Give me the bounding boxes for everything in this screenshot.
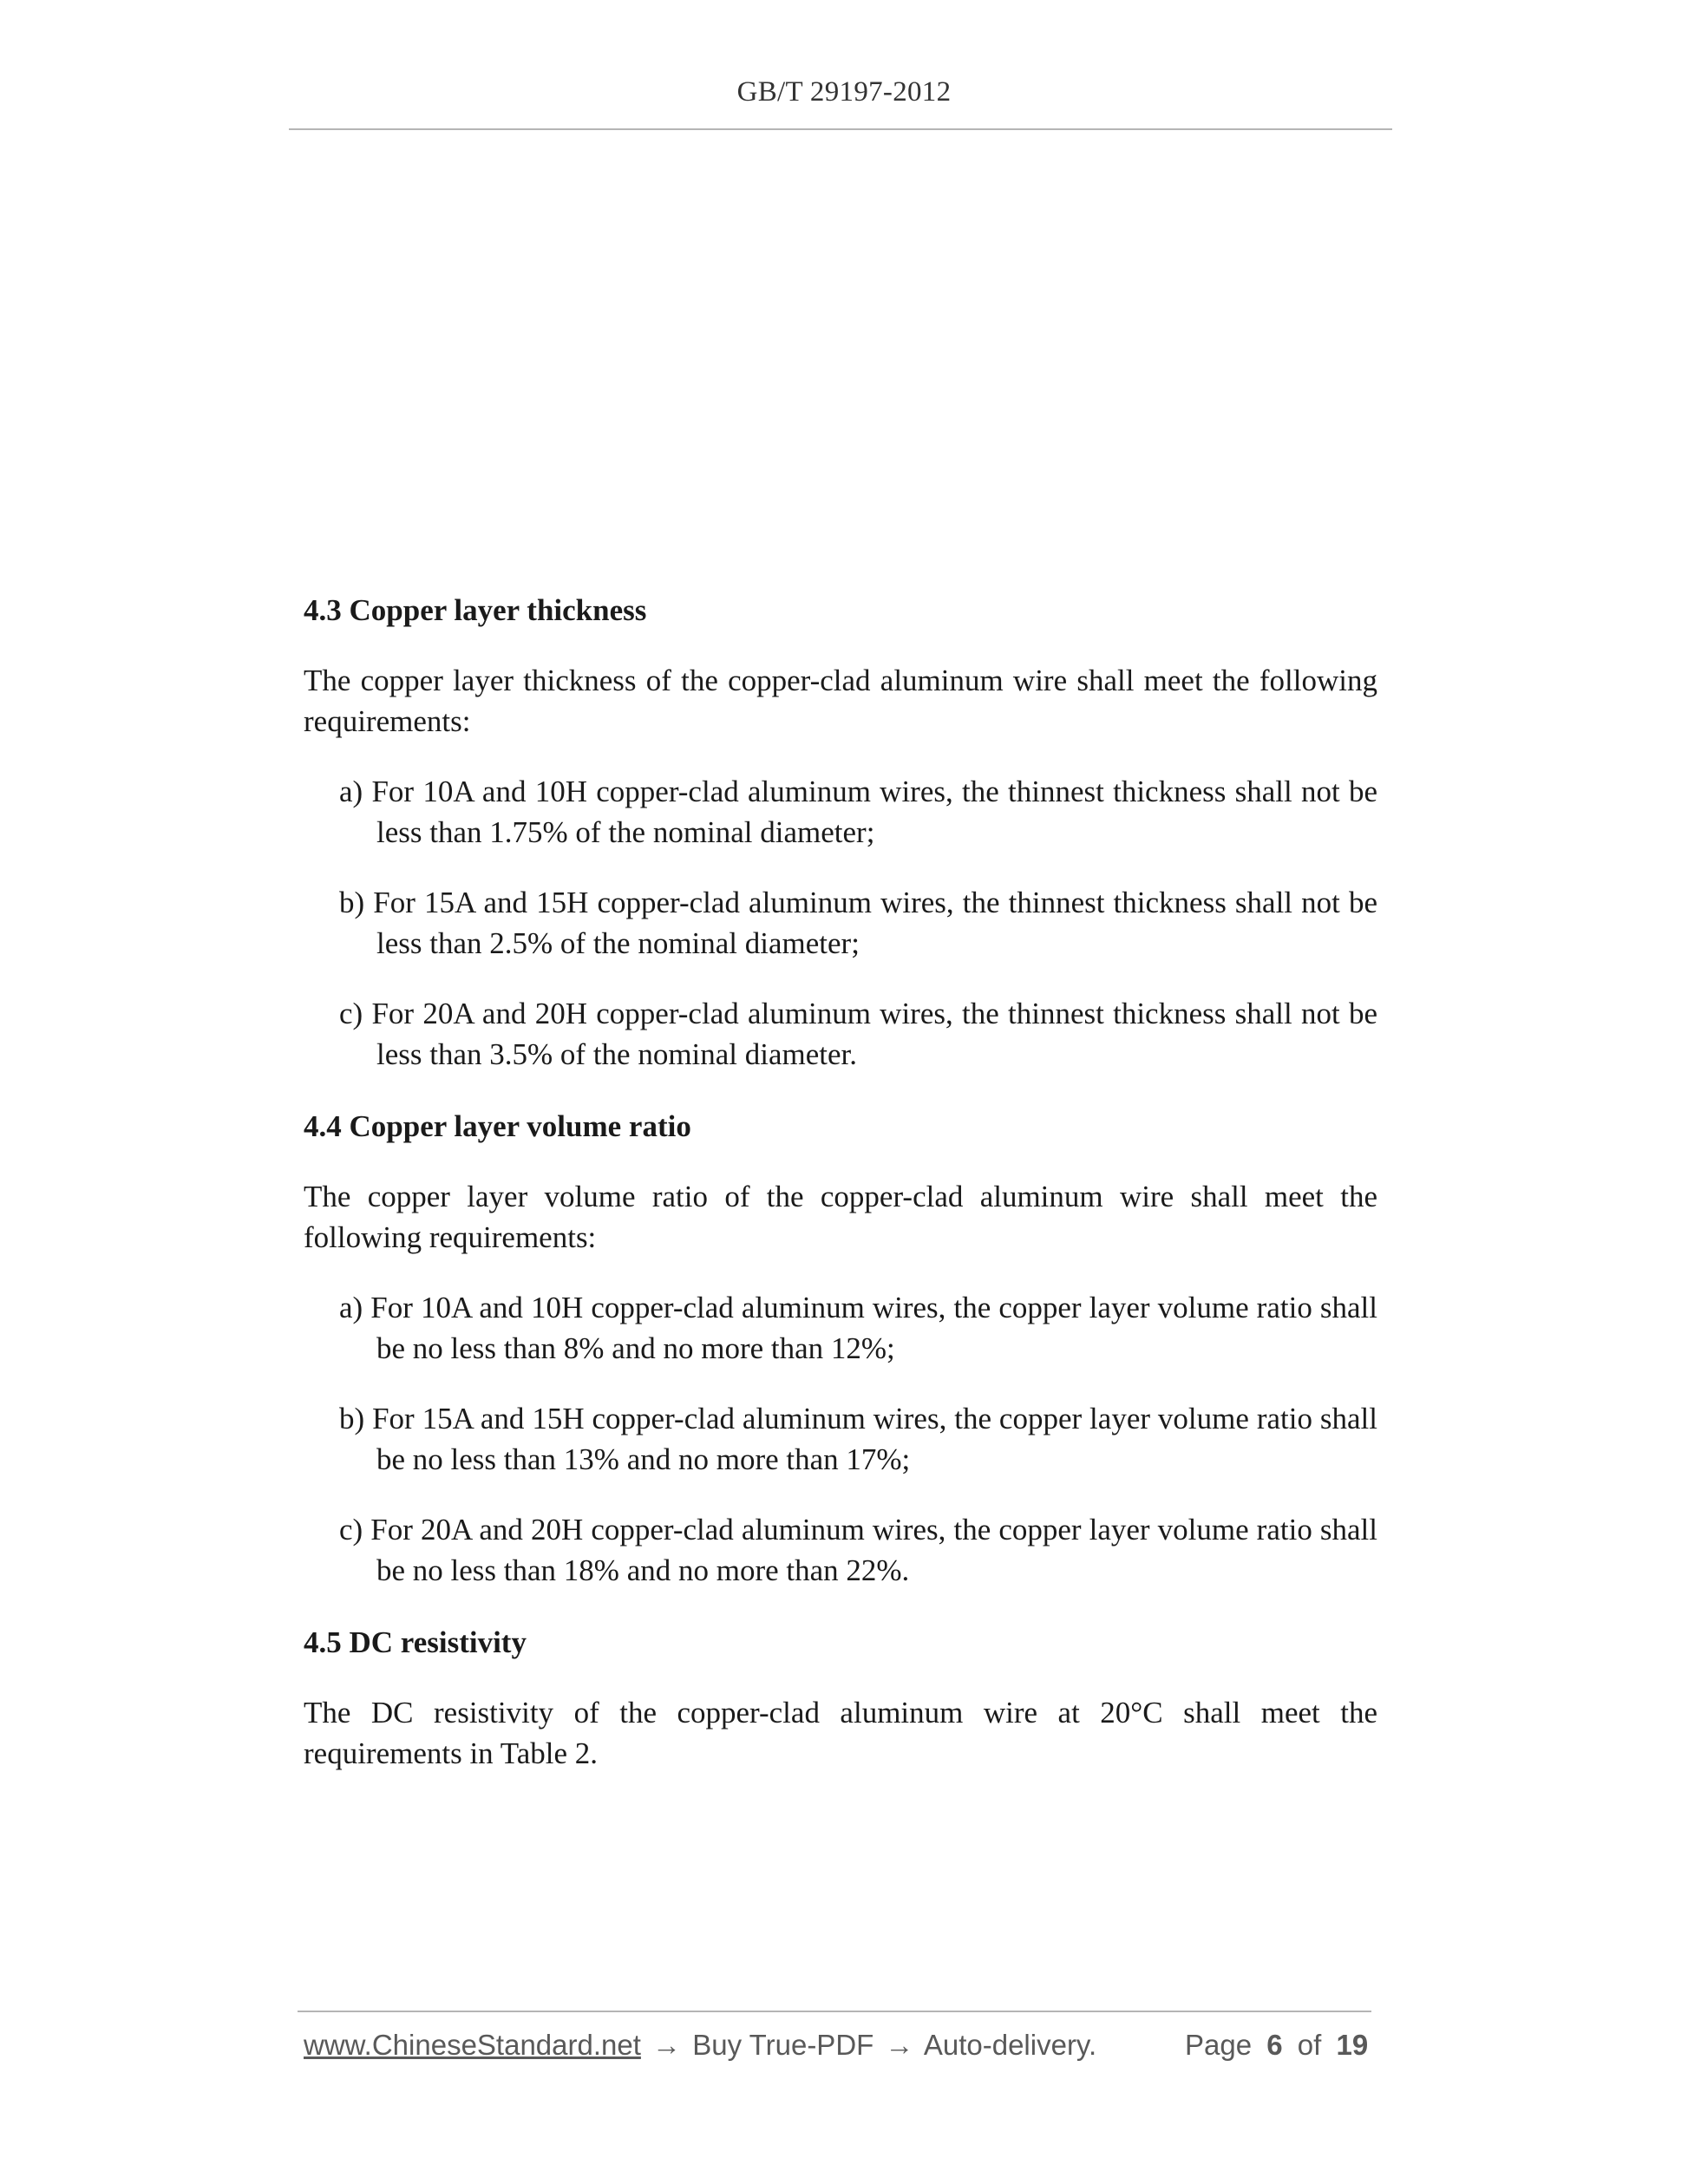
document-code-header: GB/T 29197-2012: [736, 76, 952, 108]
section-4-3-heading: 4.3 Copper layer thickness: [304, 593, 647, 627]
section-4-4-heading: 4.4 Copper layer volume ratio: [304, 1109, 691, 1143]
footer-divider: [298, 2011, 1371, 2012]
header-divider: [289, 128, 1392, 130]
section-4-5-intro: The DC resistivity of the copper-clad aluminum wire at 20°C shall meet the requirements in Table 2.: [304, 1696, 1377, 1770]
current-page-number: 6: [1266, 2029, 1283, 2061]
section-4-4-item-b: b) For 15A and 15H copper-clad aluminum wires, the copper layer volume ratio shall be no less than 13% and no more than 17%;: [339, 1402, 1377, 1476]
arrow-right-icon: →: [885, 2029, 914, 2061]
arrow-right-icon: →: [652, 2029, 682, 2061]
section-4-4-item-c: c) For 20A and 20H copper-clad aluminum wires, the copper layer volume ratio shall be no less than 18% and no more than 22%.: [339, 1513, 1377, 1587]
section-4-4-intro: The copper layer volume ratio of the copper-clad aluminum wire shall meet the following requirements:: [304, 1180, 1377, 1254]
page-label: Page: [1185, 2029, 1253, 2061]
buy-true-pdf-text: Buy True-PDF: [692, 2029, 874, 2061]
page-body: [304, 590, 1377, 1774]
page-number: [1185, 2029, 1368, 2062]
section-4-5-heading: 4.5 DC resistivity: [304, 1625, 527, 1659]
auto-delivery-text: Auto-delivery.: [923, 2029, 1097, 2061]
page-of-label: of: [1297, 2029, 1322, 2061]
section-4-3-intro: The copper layer thickness of the copper-clad aluminum wire shall meet the following requirements:: [304, 664, 1377, 738]
footer-promo: [304, 2029, 1096, 2062]
section-4-3-item-b: b) For 15A and 15H copper-clad aluminum wires, the thinnest thickness shall not be less than 2.5% of the nominal diameter;: [339, 886, 1377, 960]
section-4-3-item-a: a) For 10A and 10H copper-clad aluminum wires, the thinnest thickness shall not be less than 1.75% of the nominal diameter;: [339, 775, 1377, 849]
website-link[interactable]: www.ChineseStandard.net: [304, 2029, 641, 2061]
section-4-3-item-c: c) For 20A and 20H copper-clad aluminum wires, the thinnest thickness shall not be less than 3.5% of the nominal diameter.: [339, 997, 1377, 1071]
total-pages-number: 19: [1336, 2029, 1369, 2061]
section-4-4-item-a: a) For 10A and 10H copper-clad aluminum wires, the copper layer volume ratio shall be no less than 8% and no more than 12%;: [339, 1291, 1377, 1365]
